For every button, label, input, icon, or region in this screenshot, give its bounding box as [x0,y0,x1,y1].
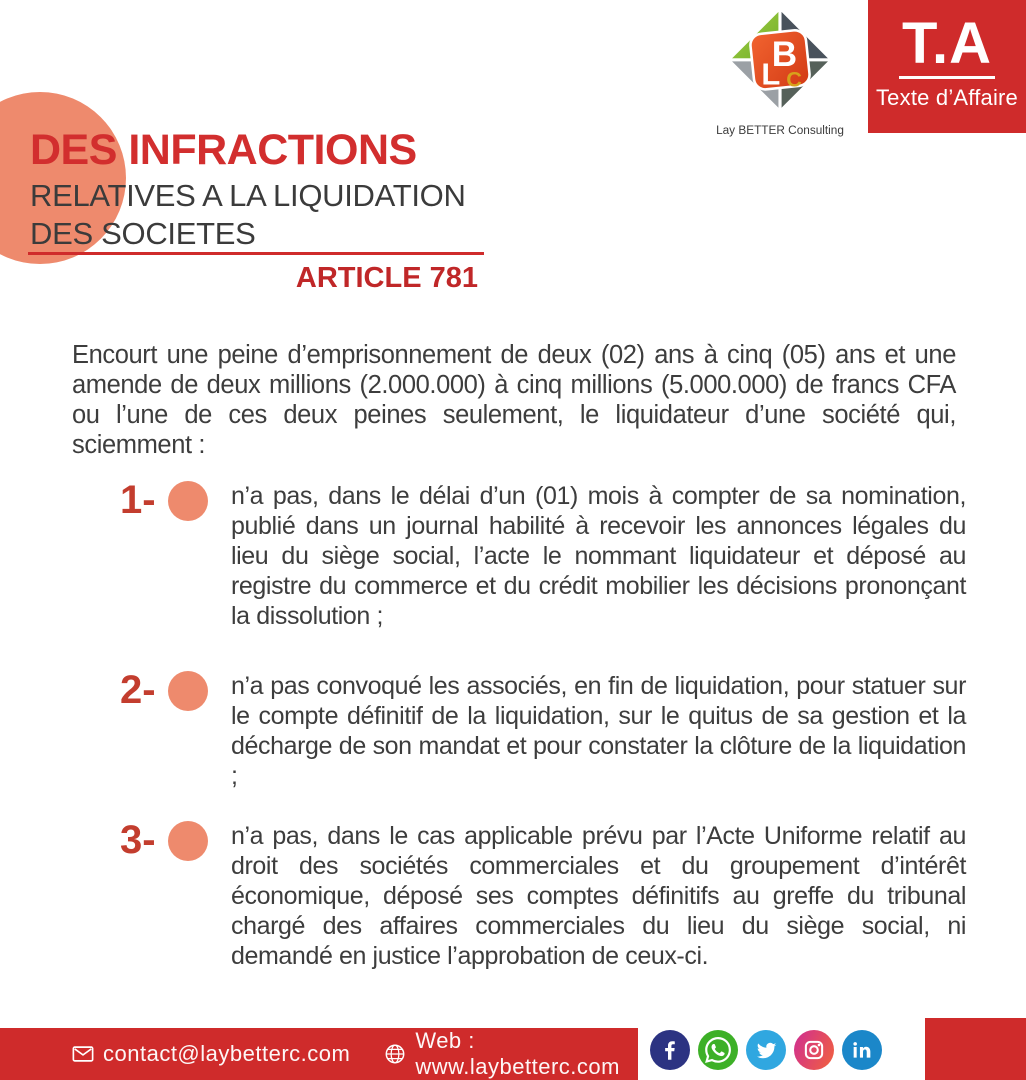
page-title: DES INFRACTIONS [30,126,417,174]
footer-web[interactable] [384,1028,638,1080]
facebook-icon[interactable] [650,1030,690,1070]
logo-letter-b: B [771,35,798,75]
item-text: n’a pas, dans le délai d’un (01) mois à compter de sa nomination, publié dans un journal habilité à recevoir les annonces légales du lieu du siège social, l’acte le nommant liquidateur et déposé au registre du commerce et du crédit mobilier les décisions prononçant la dissolution ; [231,482,966,630]
social-links [650,1030,920,1070]
globe-icon [384,1043,406,1065]
page-subtitle-line1: RELATIVES A LA LIQUIDATION [30,178,466,213]
badge-title: T.A [902,11,992,76]
item-number: 2- [120,668,156,712]
ta-badge [868,0,1026,133]
intro-paragraph: Encourt une peine d’emprisonnement de deux (02) ans à cinq (05) ans et une amende de deux millions (2.000.000) à cinq millions (5.000.000) de francs CFA ou l’une de ces deux peines seulement, le liquidateur d’une société qui, sciemment : [72,341,956,459]
item-text: n’a pas convoqué les associés, en fin de liquidation, pour statuer sur le compte définitif de la liquidation, sur le quitus de sa gestion et la décharge de son mandat et pour constater la clôture de la liquidation ; [231,672,966,790]
list-item [120,478,966,631]
footer-corner-block [925,1018,1026,1080]
bullet-circle-icon [168,671,208,711]
blc-logo-icon [718,6,842,122]
item-text: n’a pas, dans le cas applicable prévu par l’Acte Uniforme relatif au droit des sociétés commerciales et du groupement d’intérêt économique, déposé ses comptes définitifs au greffe du tribunal chargé des affaires commerciales du lieu du siège social, ni demandé en justice l’approbation de ceux-ci. [231,822,966,970]
list-item [120,668,966,791]
badge-subtitle: Texte d’Affaire [875,85,1018,110]
bullet-circle-icon [168,481,208,521]
company-logo [716,6,844,138]
footer-email[interactable] [72,1041,350,1067]
footer-bar [0,1028,638,1080]
svg-text:Lay BETTER Consulting: Lay BETTER Consulting [716,122,844,137]
title-divider [28,252,484,255]
logo-caption [716,122,844,138]
whatsapp-icon[interactable] [698,1030,738,1070]
list-item [120,818,966,971]
logo-letter-l: L [761,56,781,92]
linkedin-icon[interactable] [842,1030,882,1070]
envelope-icon [72,1043,94,1065]
item-number: 3- [120,818,156,862]
instagram-icon[interactable] [794,1030,834,1070]
item-number: 1- [120,478,156,522]
footer-web-text: Web : www.laybetterc.com [415,1028,620,1079]
article-label: ARTICLE 781 [295,262,478,294]
twitter-icon[interactable] [746,1030,786,1070]
footer-email-text: contact@laybetterc.com [103,1041,351,1066]
logo-letter-c: C [786,66,802,92]
bullet-circle-icon [168,821,208,861]
badge-underline [899,76,995,79]
page-subtitle-line2: DES SOCIETES [30,216,256,251]
